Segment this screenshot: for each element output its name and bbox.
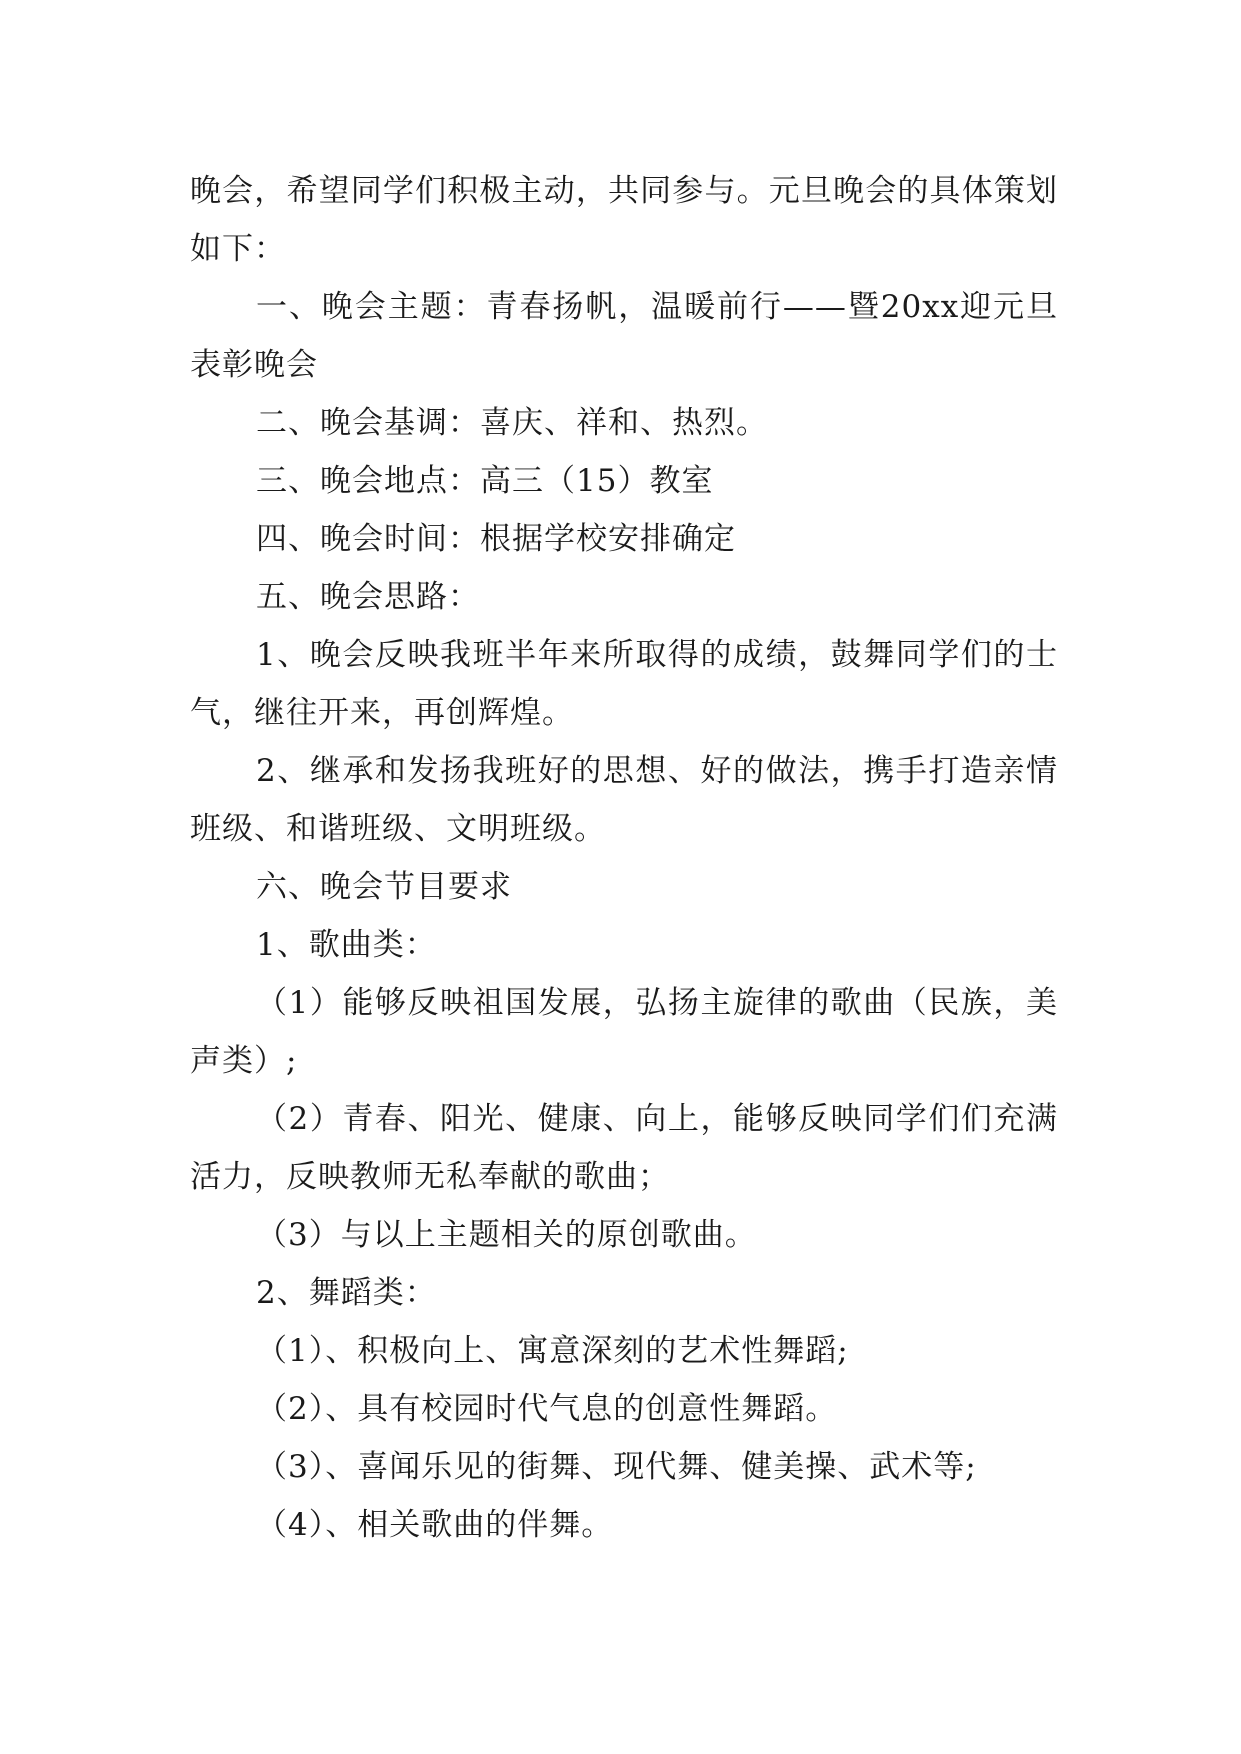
paragraph-dance-heading: 2、舞蹈类： bbox=[256, 1275, 437, 1311]
paragraph-dance-1: （1）、积极向上、寓意深刻的艺术性舞蹈; bbox=[256, 1333, 849, 1369]
paragraph-ideas-heading: 五、晚会思路： bbox=[256, 579, 480, 615]
paragraph-song-1: （1）能够反映祖国发展，弘扬主旋律的歌曲（民族，美声类）; bbox=[190, 985, 1058, 1079]
paragraph-idea-2: 2、继承和发扬我班好的思想、好的做法，携手打造亲情班级、和谐班级、文明班级。 bbox=[190, 753, 1058, 847]
paragraph-tone: 二、晚会基调：喜庆、祥和、热烈。 bbox=[256, 405, 768, 441]
paragraph-time: 四、晚会时间：根据学校安排确定 bbox=[256, 521, 736, 557]
paragraph-songs-heading: 1、歌曲类： bbox=[256, 927, 437, 963]
paragraph-dance-4: （4）、相关歌曲的伴舞。 bbox=[256, 1507, 614, 1543]
paragraph-song-2: （2）青春、阳光、健康、向上，能够反映同学们们充满活力，反映教师无私奉献的歌曲； bbox=[190, 1101, 1058, 1195]
paragraph-dance-2: （2）、具有校园时代气息的创意性舞蹈。 bbox=[256, 1391, 838, 1427]
paragraph-dance-3: （3）、喜闻乐见的街舞、现代舞、健美操、武术等; bbox=[256, 1449, 977, 1485]
paragraph-theme: 一、晚会主题：青春扬帆，温暖前行——暨20xx迎元旦表彰晚会 bbox=[190, 289, 1058, 383]
paragraph-intro: 晚会，希望同学们积极主动，共同参与。元旦晚会的具体策划如下： bbox=[190, 173, 1058, 267]
paragraph-song-3: （3）与以上主题相关的原创歌曲。 bbox=[256, 1217, 757, 1253]
paragraph-program-heading: 六、晚会节目要求 bbox=[256, 869, 512, 905]
paragraph-location: 三、晚会地点：高三（15）教室 bbox=[256, 463, 714, 499]
paragraph-idea-1: 1、晚会反映我班半年来所取得的成绩，鼓舞同学们的士气，继往开来，再创辉煌。 bbox=[190, 637, 1058, 731]
document-body bbox=[190, 162, 1058, 1554]
